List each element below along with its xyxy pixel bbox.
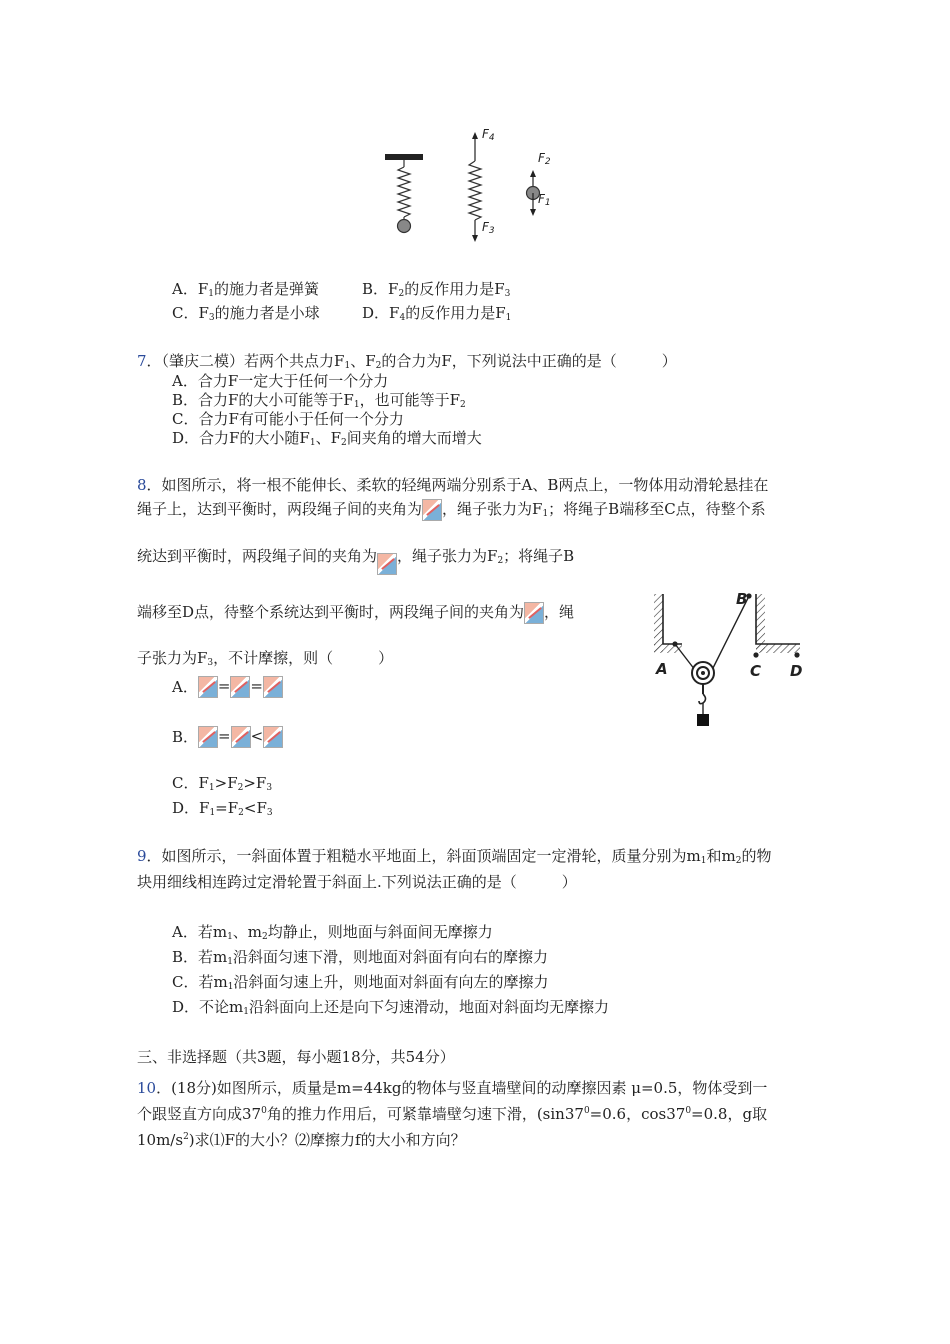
spring-force-figure [375,125,565,250]
spring-2 [469,161,481,220]
arrow-f2-head [530,170,536,177]
point-c [753,652,758,657]
q8-stem-line4: 端移至D点，待整个系统达到平衡时，两段绳子间的夹角为 ，绳 [137,601,574,624]
q9-option-c: C．若$m_1$沿斜面匀速上升，则地面对斜面有向左的摩擦力 [172,973,549,992]
angle-image-icon [230,676,250,698]
hook [699,694,706,704]
q8-stem-line2: 绳子上，达到平衡时，两段绳子间的夹角为 ，绳子张力为$F_1$；将绳子B端移至C点，待整个系 [137,500,766,519]
q8-option-a: A． = = [172,676,283,698]
angle-image-icon [231,726,251,748]
left-wall-hatch [654,594,663,652]
q10-stem-line1: 10．(18分)如图所示，质量是m=44kg的物体与竖直墙壁间的动摩擦因素 μ=0.5，物体受到一 [137,1079,768,1097]
fig-label-a: A [656,660,668,678]
angle-image-icon [198,726,218,748]
q9-stem-line1: 9．如图所示，一斜面体置于粗糙水平地面上，斜面顶端固定一定滑轮，质量分别为$m_1$和$m_2$的物 [137,847,772,866]
q7-option-a: A．合力F一定大于任何一个分力 [172,372,389,390]
fig-label-d: D [790,662,803,680]
q6-option-d: D．$F_4$的反作用力是$F_1$ [362,304,512,323]
fig-label-c: C [750,662,762,680]
angle-image-icon [198,676,218,698]
fig-label-b: B [736,590,748,608]
spring-1 [398,167,410,217]
ceiling-bar [385,154,423,160]
q9-option-a: A．若$m_1$、$m_2$均静止，则地面与斜面间无摩擦力 [172,923,493,942]
label-f2: $F_2$ [538,151,551,167]
arrow-f1-head [530,209,536,216]
weight-block [697,714,709,726]
q7-option-c: C．合力F有可能小于任何一个分力 [172,410,404,428]
q9-option-d: D．不论$m_1$沿斜面向上还是向下匀速滑动，地面对斜面均无摩擦力 [172,998,610,1017]
q7-option-b: B．合力F的大小可能等于$F_1$，也可能等于$F_2$ [172,391,466,410]
left-wall-line [663,594,682,644]
angle-image-icon [263,676,283,698]
right-floor-hatch [756,644,800,653]
label-f1: $F_1$ [538,192,551,208]
q6-option-b: B．$F_2$的反作用力是$F_3$ [362,280,511,299]
angle-image-icon [377,553,397,575]
q7-option-d: D．合力F的大小随$F_1$、$F_2$间夹角的增大而增大 [172,429,482,448]
q7-stem: 7．（肇庆二模）若两个共点力$F_1$、$F_2$的合力为F，下列说法中正确的是（ ） [137,352,677,371]
q10-stem-line2: 个跟竖直方向成$37^0$角的推力作用后，可紧靠墙壁匀速下滑，($\sin 37^0=0.6$，$\cos 37^0=0.8$，g取 [137,1105,768,1123]
q8-stem-line1: 8．如图所示，将一根不能伸长、柔软的轻绳两端分别系于A、B两点上，一物体用动滑轮悬挂在 [137,476,769,494]
q10-stem-line3: $10m/s^2$)求⑴F的大小？⑵摩擦力f的大小和方向？ [137,1131,466,1149]
label-f3: $F_3$ [482,220,495,236]
q9-option-b: B．若$m_1$沿斜面匀速下滑，则地面对斜面有向右的摩擦力 [172,948,548,967]
arrow-f4-head [472,132,478,139]
label-f4: $F_4$ [482,127,495,143]
q8-option-b: B． = < [172,726,283,748]
section-heading: 三、非选择题（共3题，每小题18分，共54分） [137,1048,455,1066]
angle-image-icon [263,726,283,748]
q6-option-a: A．$F_1$的施力者是弹簧 [172,280,320,299]
angle-image-icon [422,499,442,521]
rope-left [675,644,695,670]
q8-stem-line3: 统达到平衡时，两段绳子间的夹角为 ，绳子张力为$F_2$；将绳子B [137,545,574,575]
q8-option-c: C．$F_1>F_2>F_3$ [172,774,273,793]
q8-stem-line5: 子张力为$F_3$，不计摩擦，则（ ） [137,649,394,668]
q8-option-d: D．$F_1=F_2<F_3$ [172,799,273,818]
point-d [794,652,799,657]
q6-option-c: C．$F_3$的施力者是小球 [172,304,320,323]
arrow-f3-head [472,235,478,242]
angle-image-icon [524,602,544,624]
ball-1 [398,220,411,233]
q9-stem-line2: 块用细线相连跨过定滑轮置于斜面上.下列说法正确的是（ ） [137,873,577,891]
pulley-hub [701,671,705,675]
